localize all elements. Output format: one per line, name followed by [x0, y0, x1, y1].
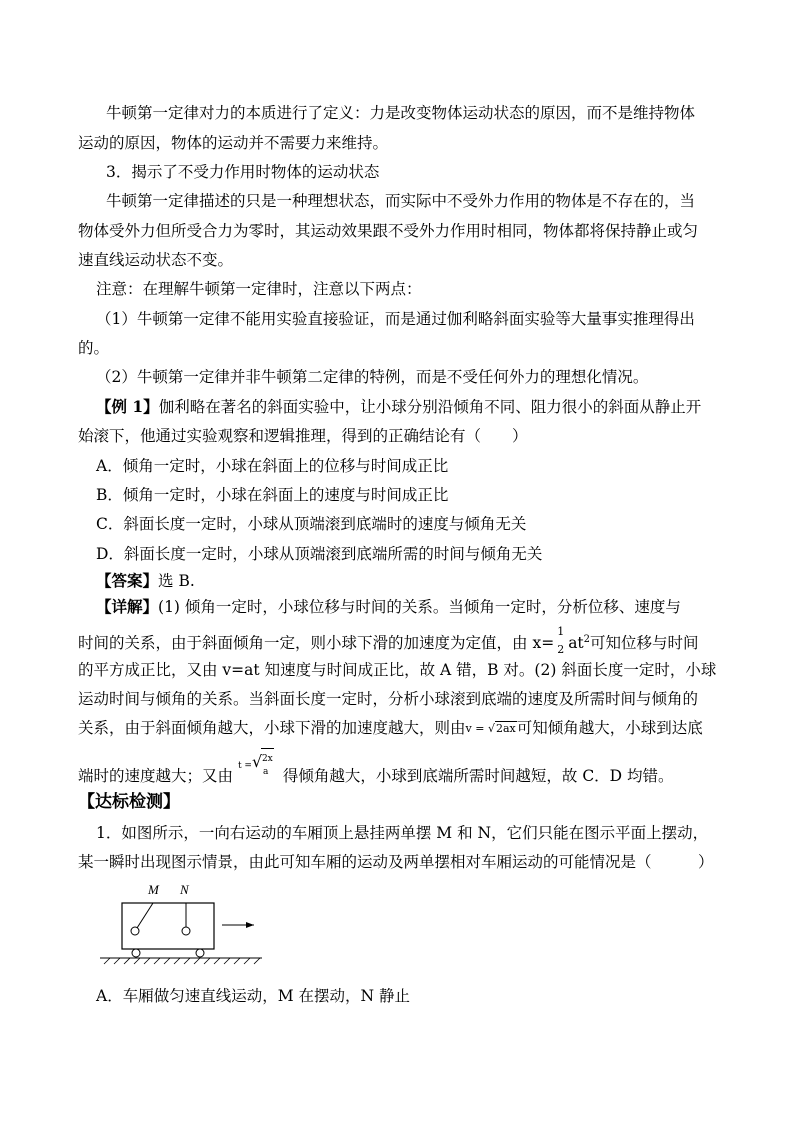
formula-at: at — [568, 634, 584, 653]
radicand: 2ax — [495, 722, 516, 735]
option-c: C．斜面长度一定时，小球从顶端滚到底端时的速度与倾角无关 — [96, 515, 527, 533]
formula-exponent: 2 — [583, 634, 591, 645]
option-a: A．倾角一定时，小球在斜面上的位移与时间成正比 — [96, 457, 449, 475]
detail-text: (1) 倾角一定时，小球位移与时间的关系。当倾角一定时，分析位移、速度与 — [158, 598, 681, 616]
train-car-pendulum-figure — [96, 878, 266, 970]
radicand-denominator: a — [262, 767, 269, 777]
pendulum-m-string — [137, 903, 153, 928]
detail-line — [78, 625, 699, 657]
detail-text: 可知位移与时间 — [590, 634, 699, 653]
detail-text: 可知倾角越大，小球到达底 — [516, 719, 703, 737]
section-heading: 【达标检测】 — [78, 792, 180, 812]
paragraph-line: 牛顿第一定律对力的本质进行了定义：力是改变物体运动状态的原因，而不是维持物体 — [106, 104, 696, 122]
paragraph-line: 牛顿第一定律描述的只是一种理想状态，而实际中不受外力作用的物体是不存在的，当 — [106, 192, 696, 210]
example-tag: 【例 1】 — [96, 397, 159, 416]
figure-label-n: N — [180, 882, 189, 897]
answer-tag: 【答案】 — [96, 571, 159, 590]
note-item-1-cont: 的。 — [78, 339, 110, 357]
option-a: A．车厢做匀速直线运动，M 在摆动，N 静止 — [96, 987, 410, 1005]
motion-arrow-head — [246, 922, 254, 928]
note-item-2: （2）牛顿第一定律并非牛顿第二定律的特例，而是不受任何外力的理想化情况。 — [96, 368, 649, 386]
detail-tag: 【详解】 — [96, 597, 159, 616]
sqrt-sign: √ — [251, 752, 263, 771]
formula-v: v = — [465, 722, 485, 735]
formula-t: t = — [237, 761, 252, 771]
example-question-line — [96, 397, 701, 417]
note-line: 注意：在理解牛顿第一定律时，注意以下两点： — [96, 280, 422, 298]
note-item-1: （1）牛顿第一定律不能用实验直接验证，而是通过伽利略斜面实验等大量事实推理得出 — [96, 310, 695, 328]
fraction-half — [554, 625, 568, 657]
figure-label-m: M — [148, 882, 159, 897]
formula-t-sqrt — [237, 752, 278, 792]
paragraph-line: 速直线运动状态不变。 — [78, 251, 234, 269]
paragraph-line: 物体受外力但所受合力为零时，其运动效果跟不受外力作用时相同，物体都将保持静止或匀 — [78, 222, 699, 240]
radicand-numerator: 2x — [261, 748, 274, 769]
example-question-line: 始滚下，他通过实验观察和逻辑推理，得到的正确结论有（ ） — [78, 427, 528, 445]
subheading: 3．揭示了不受力作用时物体的运动状态 — [106, 163, 380, 181]
formula-v-sqrt: v = √2ax — [465, 722, 516, 735]
fraction-denominator: 2 — [557, 643, 565, 657]
fraction-numerator: 1 — [557, 625, 565, 639]
pendulum-n-bob — [182, 927, 190, 935]
option-b: B．倾角一定时，小球在斜面上的速度与时间成正比 — [96, 486, 449, 504]
detail-line: 的平方成正比，又由 v=at 知速度与时间成正比，故 A 错，B 对。(2) 斜面长度一定时，小球 — [78, 661, 717, 679]
detail-line: 运动时间与倾角的关系。当斜面长度一定时，分析小球滚到底端的速度及所需时间与倾角的 — [78, 690, 699, 708]
pendulum-m-bob — [131, 927, 139, 935]
detail-text: 关系，由于斜面倾角越大，小球下滑的加速度越大，则由 — [78, 719, 466, 737]
question-line: 1．如图所示，一向右运动的车厢顶上悬挂两单摆 M 和 N，它们只能在图示平面上摆动， — [96, 824, 709, 842]
example-question-text: 伽利略在著名的斜面实验中，让小球分别沿倾角不同、阻力很小的斜面从静止开 — [158, 398, 702, 416]
question-line: 某一瞬时出现图示情景，由此可知车厢的运动及两单摆相对车厢运动的可能情况是（ ） — [78, 853, 714, 871]
detail-text: 端时的速度越大；又由 — [78, 767, 234, 785]
detail-line — [96, 597, 681, 617]
detail-text: 得倾角越大，小球到底端所需时间越短，故 C．D 均错。 — [282, 767, 674, 785]
formula-x: x= — [532, 634, 555, 653]
answer-line — [96, 571, 195, 591]
detail-line — [78, 718, 703, 739]
answer-text: 选 B. — [158, 572, 195, 590]
train-car-body — [122, 903, 214, 949]
detail-line — [78, 752, 674, 792]
ground-hatching — [104, 958, 260, 964]
wheel-left — [132, 949, 140, 957]
option-d: D．斜面长度一定时，小球从顶端滚到底端所需的时间与倾角无关 — [96, 545, 543, 563]
paragraph-line: 运动的原因，物体的运动并不需要力来维持。 — [78, 134, 389, 152]
detail-text: 时间的关系，由于斜面倾角一定，则小球下滑的加速度为定值，由 — [78, 634, 528, 653]
wheel-right — [196, 949, 204, 957]
